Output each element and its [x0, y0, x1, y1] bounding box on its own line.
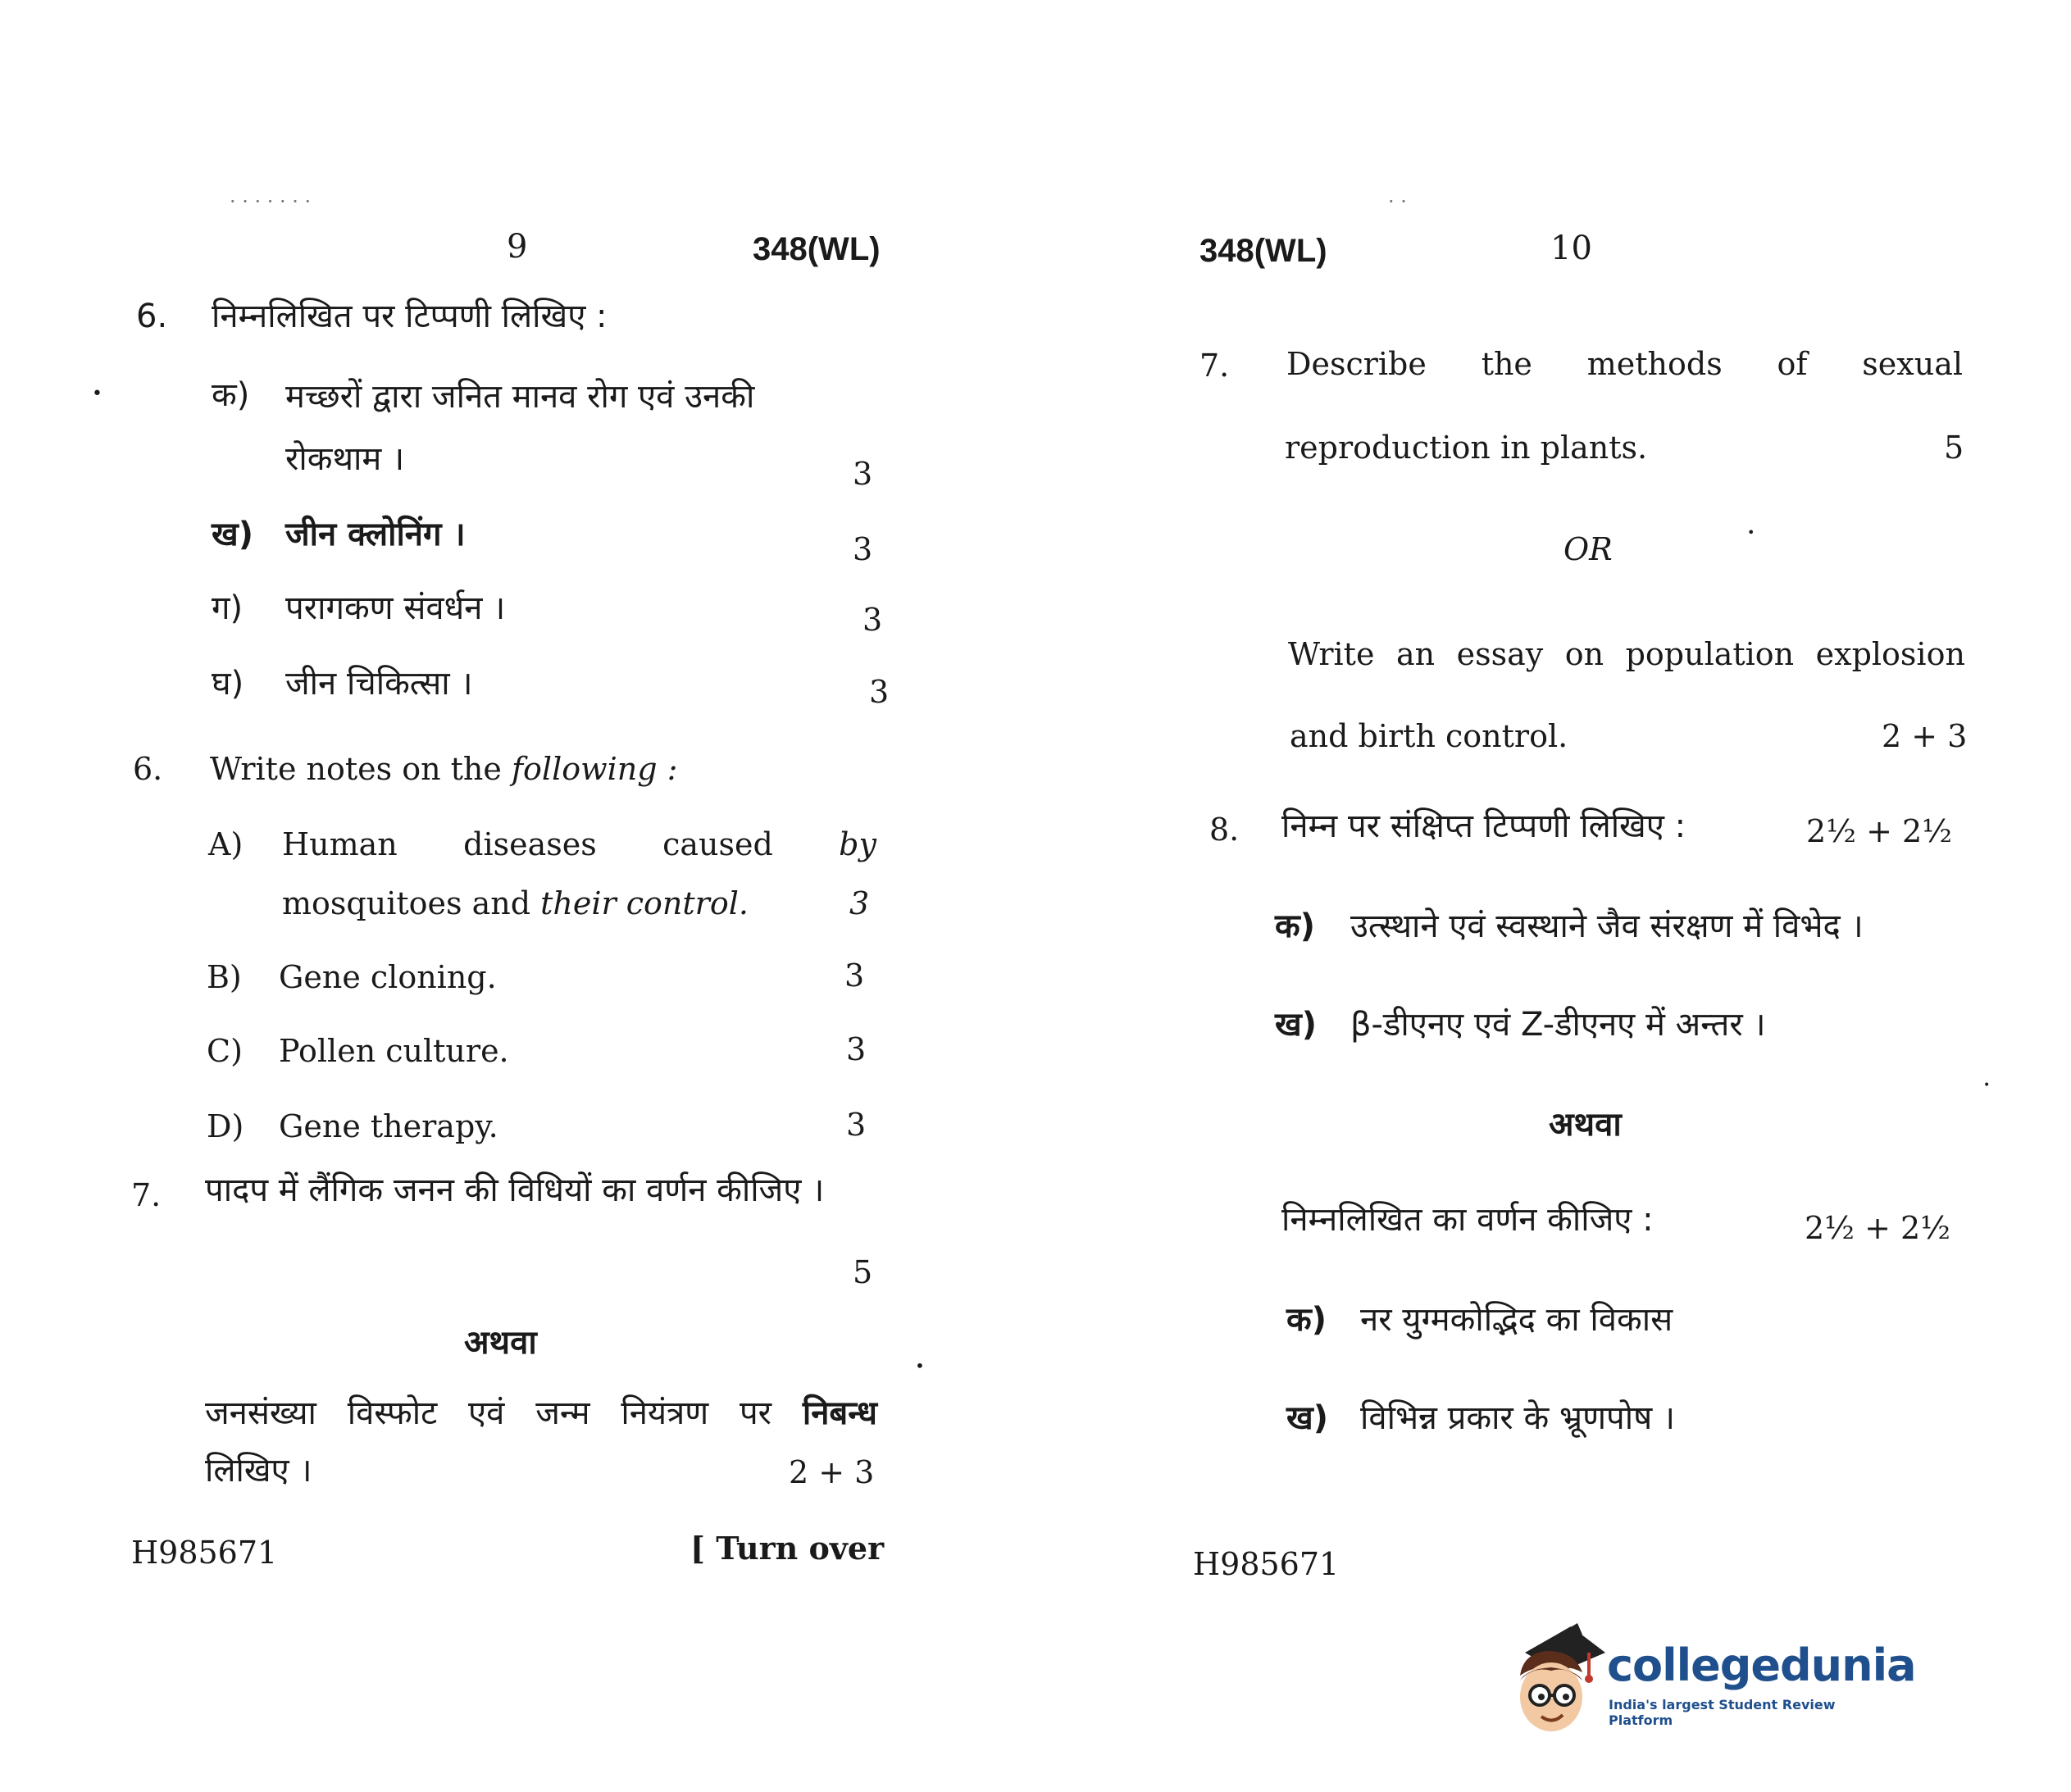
or-label: अथवा: [1549, 1106, 1622, 1144]
logo-name: collegedunia: [1607, 1640, 1916, 1691]
justified-line: [1286, 346, 1963, 384]
word: नियंत्रण: [621, 1394, 709, 1432]
part-text: परागकण संवर्धन ।: [285, 589, 506, 627]
question-number: 6.: [136, 298, 168, 335]
word: पर: [739, 1394, 772, 1432]
part-text: Gene cloning.: [279, 959, 497, 995]
page-number: 9: [507, 228, 528, 266]
marks: 2½ + 2½: [1806, 813, 1953, 849]
prompt-text-italic: following :: [511, 751, 678, 787]
part-text-line: [282, 885, 749, 923]
part-text: नर युग्मकोद्भिद का विकास: [1360, 1301, 1673, 1339]
question-number: 7.: [131, 1177, 162, 1213]
question-prompt: निम्न पर संक्षिप्त टिप्पणी लिखिए :: [1281, 807, 1686, 845]
word: Describe: [1286, 346, 1427, 382]
question-prompt: निम्नलिखित का वर्णन कीजिए :: [1281, 1201, 1654, 1239]
word: essay: [1456, 636, 1544, 672]
part-text: जीन क्लोनिंग ।: [285, 516, 466, 553]
word: on: [1564, 636, 1604, 672]
part-label: क): [1275, 907, 1316, 945]
marks: 5: [1944, 430, 1964, 466]
question-number: 8.: [1209, 812, 1240, 848]
scan-artifact: · ·: [1388, 190, 1407, 213]
word: diseases: [463, 826, 597, 862]
scan-dot: •: [915, 1356, 925, 1376]
question-text: पादप में लैंगिक जनन की विधियों का वर्णन कीजिए ।: [205, 1171, 825, 1209]
marks: 2 + 3: [789, 1454, 875, 1490]
right-page: [1036, 0, 2071, 1792]
part-text: β-डीएनए एवं Z-डीएनए में अन्तर ।: [1350, 1006, 1766, 1044]
question-prompt: [210, 751, 677, 789]
question-text: [1286, 346, 1963, 384]
part-text: [282, 826, 876, 864]
word: the: [1481, 346, 1532, 382]
scan-dot: •: [1983, 1079, 1991, 1092]
part-text: जीन चिकित्सा ।: [285, 665, 473, 703]
part-label: ग): [212, 589, 244, 627]
part-label: B): [207, 959, 242, 995]
word: Human: [282, 826, 398, 862]
part-label: क): [212, 376, 250, 414]
question-text-line: and birth control.: [1290, 718, 1568, 754]
part-label: ख): [1286, 1399, 1329, 1437]
part-label: A): [208, 826, 244, 862]
word: an: [1395, 636, 1436, 672]
collegedunia-logo: [1509, 1623, 1916, 1738]
or-label: OR: [1563, 531, 1613, 567]
word: जनसंख्या: [205, 1394, 316, 1432]
or-label: अथवा: [464, 1324, 537, 1362]
question-text-line: reproduction in plants.: [1285, 430, 1648, 466]
question-text-line: लिखिए ।: [205, 1452, 312, 1490]
part-label: D): [207, 1108, 244, 1144]
paper-code: 348(WL): [753, 231, 881, 267]
word: निबन्ध: [802, 1394, 877, 1432]
justified-line: [285, 377, 880, 416]
part-text-span: mosquitoes and: [282, 885, 541, 921]
question-number: 7.: [1199, 348, 1230, 384]
footer-code: H985671: [1193, 1546, 1340, 1582]
turn-over: [ Turn over: [690, 1530, 885, 1567]
justified-line: [282, 826, 876, 864]
marks: 3: [846, 1031, 867, 1067]
part-label: क): [1286, 1301, 1327, 1339]
word: caused: [662, 826, 773, 862]
part-text-line: मच्छरों द्वारा जनित मानव रोग एवं उनकी: [285, 378, 755, 416]
question-number: 6.: [133, 751, 163, 787]
part-label: C): [207, 1033, 243, 1069]
question-text: [205, 1394, 877, 1433]
part-label: ख): [1275, 1006, 1318, 1044]
part-label: ख): [212, 516, 254, 553]
scan-artifact: · · · · · · ·: [230, 190, 312, 213]
part-text: विभिन्न प्रकार के भ्रूणपोष ।: [1360, 1399, 1676, 1437]
scan-dot: •: [92, 384, 102, 404]
mascot-icon: [1509, 1623, 1605, 1738]
part-text: [285, 377, 880, 416]
word: एवं: [468, 1394, 505, 1432]
marks: 3: [853, 456, 873, 492]
word: methods: [1586, 346, 1723, 382]
word: sexual: [1862, 346, 1963, 382]
question-prompt: निम्नलिखित पर टिप्पणी लिखिए :: [212, 298, 608, 335]
word: of: [1777, 346, 1808, 382]
page-number: 10: [1550, 230, 1592, 267]
question-text: [1288, 636, 1965, 674]
part-text-line: रोकथाम ।: [285, 440, 405, 478]
word: Write: [1288, 636, 1375, 672]
marks: 3: [869, 674, 890, 710]
part-text: Gene therapy.: [279, 1108, 498, 1144]
word: विस्फोट: [347, 1394, 438, 1432]
word: by: [839, 826, 876, 862]
logo-tagline: India's largest Student Review Platform: [1609, 1697, 1836, 1728]
paper-code: 348(WL): [1199, 233, 1327, 269]
marks: 2½ + 2½: [1805, 1210, 1951, 1246]
part-text-span-italic: their control.: [540, 885, 749, 921]
scan-dot: •: [1747, 525, 1755, 540]
marks: 3: [844, 957, 865, 994]
word: population: [1625, 636, 1795, 672]
marks: 3: [846, 1107, 867, 1143]
footer-code: H985671: [131, 1535, 278, 1571]
justified-line: [205, 1394, 877, 1433]
marks: 3: [863, 602, 883, 638]
marks: 3: [849, 885, 870, 921]
marks: 5: [853, 1254, 873, 1290]
marks: 2 + 3: [1882, 718, 1968, 754]
justified-line: [1288, 636, 1965, 674]
prompt-text: Write notes on the: [210, 751, 502, 787]
part-text: Pollen culture.: [279, 1033, 509, 1069]
word: explosion: [1815, 636, 1965, 672]
part-text: उत्स्थाने एवं स्वस्थाने जैव संरक्षण में विभेद ।: [1350, 907, 1864, 945]
part-label: घ): [212, 665, 244, 703]
word: जन्म: [535, 1394, 590, 1432]
marks: 3: [853, 531, 873, 567]
